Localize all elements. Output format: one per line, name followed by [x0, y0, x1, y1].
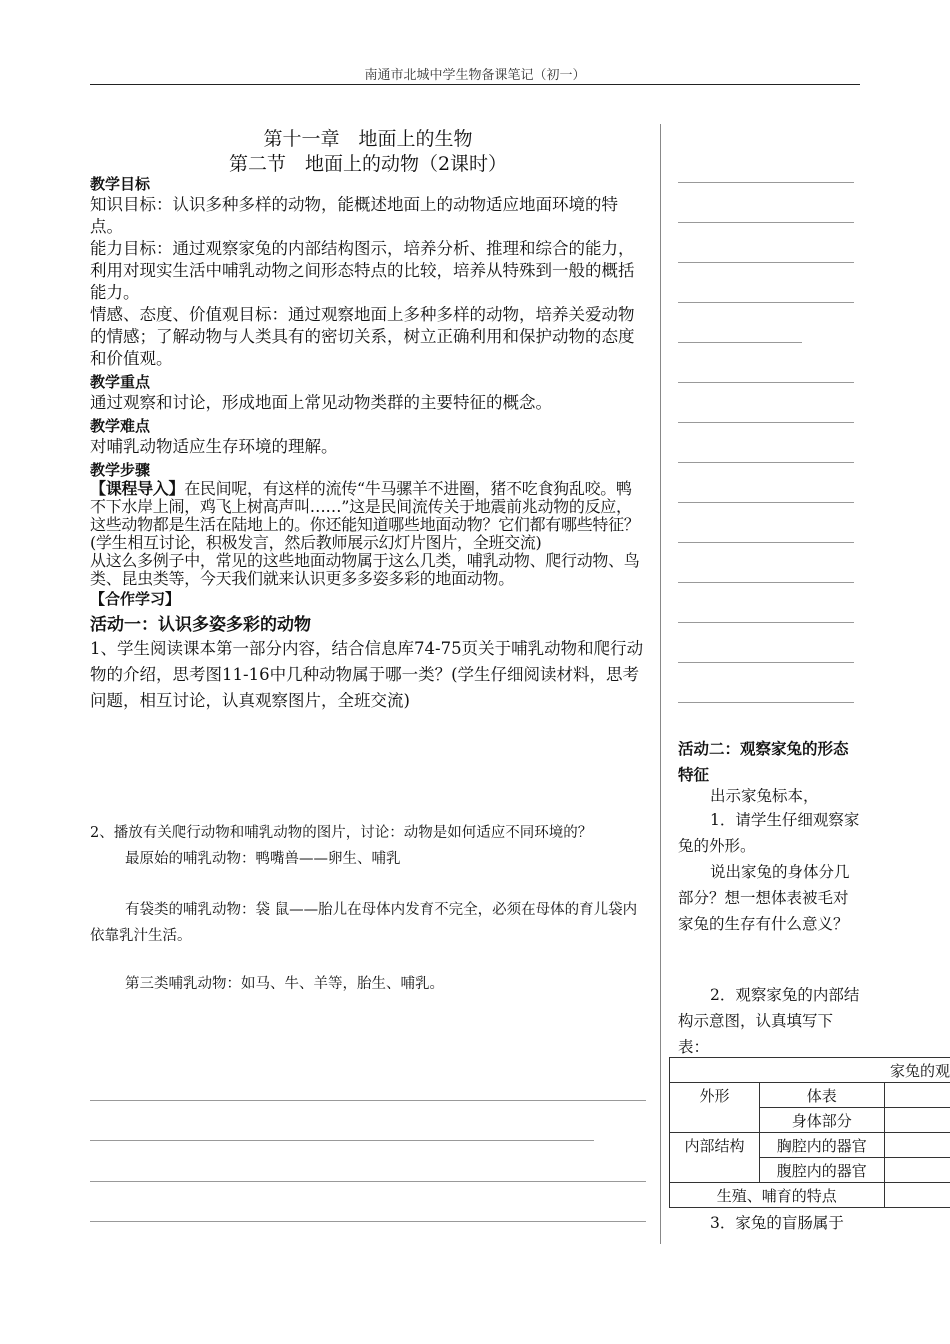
row-body-surface: 体表 [760, 1083, 885, 1108]
objectives-heading: 教学目标 [90, 175, 151, 193]
key-point-text: 通过观察和讨论，形成地面上常见动物类群的主要特征的概念。 [90, 393, 552, 412]
side-writing-line[interactable] [678, 262, 854, 263]
activity1-heading: 活动一：认识多姿多彩的动物 [90, 615, 311, 635]
activity1-sub3: 第三类哺乳动物：如马、牛、羊等，胎生、哺乳。 [125, 976, 444, 992]
side-writing-line[interactable] [678, 462, 854, 463]
intro-text: 在民间呢，有这样的流传“牛马骡羊不进圈，猪不吃食狗乱咬。鸭不下水岸上闹，鸡飞上树高声叫……”这是民间流传关于地震前兆动物的反应，这些动物都是生活在陆地上的。你还能知道哪些地面动物？它们都有哪些特征？(学生相互讨论，积极发言，然后教师展示幻灯片图片，全班交流) [90, 479, 640, 552]
activity2-p1: 出示家兔标本， [710, 787, 819, 805]
steps-heading: 教学步骤 [90, 461, 151, 479]
answer-cell[interactable] [884, 1133, 950, 1158]
writing-line[interactable] [90, 1140, 594, 1141]
side-writing-line[interactable] [678, 302, 854, 303]
coop-label: 【合作学习】 [90, 590, 181, 608]
activity2-p2: 1．请学生仔细观察家兔的外形。 [678, 811, 860, 855]
side-writing-line[interactable] [678, 622, 854, 623]
section-title: 第二节 地面上的动物（2课时） [228, 153, 508, 175]
side-writing-line[interactable] [678, 382, 854, 383]
activity1-sub1: 最原始的哺乳动物：鸭嘴兽——卵生、哺乳 [125, 851, 401, 867]
header-rule [90, 84, 860, 85]
activity2-heading: 活动二：观察家兔的形态特征 [678, 740, 849, 784]
writing-line[interactable] [90, 1181, 646, 1182]
answer-cell[interactable] [884, 1083, 950, 1108]
main-column [90, 172, 646, 714]
side-writing-line[interactable] [678, 502, 854, 503]
activity1-sub2: 有袋类的哺乳动物：袋 鼠——胎儿在母体内发育不完全，必须在母体的育儿袋内依靠乳汁生活。 [90, 902, 638, 944]
knowledge-objective: 知识目标：认识多种多样的动物，能概述地面上的动物适应地面环境的特点。 [90, 195, 618, 236]
side-writing-line[interactable] [678, 182, 854, 183]
side-writing-line[interactable] [678, 582, 854, 583]
group-external: 外形 [670, 1083, 760, 1133]
intro-label: 【课程导入】 [90, 479, 185, 498]
answer-cell[interactable] [884, 1183, 950, 1208]
emotion-objective: 情感、态度、价值观目标：通过观察地面上多种多样的动物，培养关爱动物的情感；了解动物与人类具有的密切关系，树立正确利用和保护动物的态度和价值观。 [90, 305, 635, 368]
observation-table [669, 1057, 950, 1208]
table-title: 家兔的观 [670, 1058, 950, 1083]
activity2-p5: 3．家兔的盲肠属于 [710, 1214, 844, 1232]
difficulty-heading: 教学难点 [90, 417, 151, 435]
writing-line[interactable] [90, 1221, 646, 1222]
column-divider [660, 124, 661, 1244]
activity2-p3: 说出家兔的身体分几部分？想一想体表被毛对家兔的生存有什么意义？ [678, 863, 850, 933]
side-writing-line[interactable] [678, 222, 854, 223]
row-abdomen-organs: 腹腔内的器官 [760, 1158, 885, 1183]
row-reproduction: 生殖、哺育的特点 [670, 1183, 885, 1208]
side-writing-line[interactable] [678, 702, 854, 703]
difficulty-text: 对哺乳动物适应生存环境的理解。 [90, 437, 338, 456]
activity1-item2: 2、播放有关爬行动物和哺乳动物的图片，讨论：动物是如何适应不同环境的？ [90, 825, 593, 841]
writing-line[interactable] [90, 1100, 646, 1101]
group-internal: 内部结构 [670, 1133, 760, 1183]
answer-cell[interactable] [884, 1108, 950, 1133]
ability-objective: 能力目标：通过观察家兔的内部结构图示，培养分析、推理和综合的能力，利用对现实生活中哺乳动物之间形态特点的比较，培养从特殊到一般的概括能力。 [90, 239, 635, 302]
page-header: 南通市北城中学生物备课笔记（初一） [364, 68, 586, 83]
intro-paragraph [90, 480, 646, 552]
side-writing-line[interactable] [678, 542, 854, 543]
chapter-title: 第十一章 地面上的生物 [263, 128, 473, 150]
row-body-parts: 身体部分 [760, 1108, 885, 1133]
side-writing-line[interactable] [678, 342, 802, 343]
activity2-p4: 2．观察家兔的内部结构示意图，认真填写下表： [678, 986, 860, 1056]
row-chest-organs: 胸腔内的器官 [760, 1133, 885, 1158]
key-point-heading: 教学重点 [90, 373, 151, 391]
side-writing-line[interactable] [678, 662, 854, 663]
answer-cell[interactable] [884, 1158, 950, 1183]
summary-paragraph: 从这么多例子中，常见的这些地面动物属于这么几类，哺乳动物、爬行动物、鸟类、昆虫类等，今天我们就来认识更多多姿多彩的地面动物。 [90, 551, 640, 588]
side-writing-line[interactable] [678, 422, 854, 423]
activity1-item1: 1、学生阅读课本第一部分内容，结合信息库74-75页关于哺乳动物和爬行动物的介绍，思考图11-16中几种动物属于哪一类？(学生仔细阅读材料，思考问题，相互讨论，认真观察图片，全班交流) [90, 639, 644, 710]
